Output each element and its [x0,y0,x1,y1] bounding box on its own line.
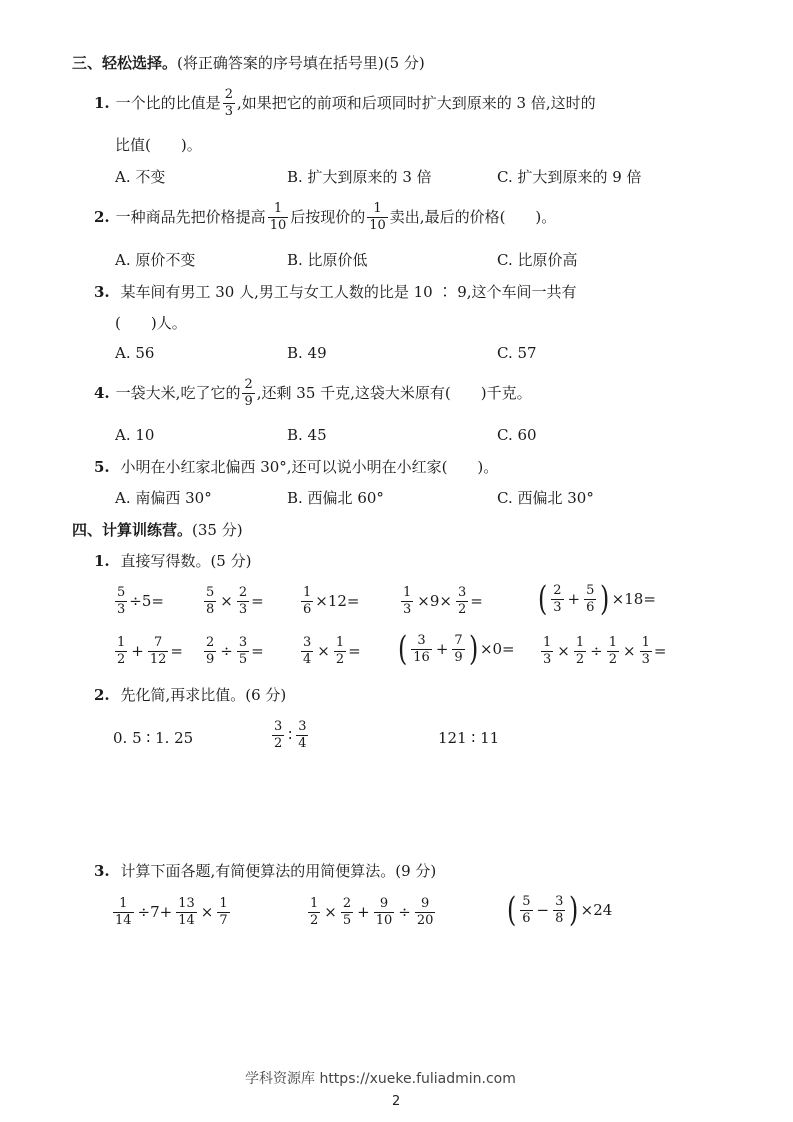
question-1-text-post: ,如果把它的前项和后项同时扩大到原来的 3 倍,这时的 [236,93,596,112]
calc-expression: ( $\frac{3}{16}$ + $\frac{7}{9}$ ) ×0= [397,629,515,669]
part-1-text: 直接写得数。(5 分) [120,552,252,570]
calc-expression: $\frac{1}{3}$ × $\frac{1}{2}$ ÷ $\frac{1}{2}$ × $\frac{1}{3}$ = [543,635,667,667]
fraction: $\frac{2}{3}$ [224,87,233,119]
part-1-heading [94,554,251,569]
calc-expression: $\frac{1}{6}$ ×12= [303,585,360,617]
question-5-option-b: B. 西偏北 60° [287,489,384,507]
calc-expression: $\frac{1}{3}$ ×9× $\frac{3}{2}$ = [403,585,483,617]
part-2-number: 2. [94,686,110,704]
section3-title: 三、轻松选择。 [72,54,178,72]
section4-title: 四、计算训练营。 [72,521,193,539]
question-1-text-pre: 一个比的比值是 [115,93,221,112]
calc-expression: $\frac{5}{3}$ ÷5= [117,585,164,617]
section3-note: (将正确答案的序号填在括号里)(5 分) [177,54,425,72]
part-2-heading [94,688,286,703]
watermark-text: 学科资源库 https://xueke.fuliadmin.com [245,1071,516,1087]
question-3-option-b: B. 49 [287,344,327,362]
question-1-option-c: C. 扩大到原来的 9 倍 [497,168,642,186]
ratio-expression: $\frac{3}{2}$ ∶ $\frac{3}{4}$ [274,719,307,751]
page-number: 2 [392,1094,401,1109]
question-3-option-c: C. 57 [497,344,537,362]
part-2-text: 先化简,再求比值。(6 分) [120,686,287,704]
calc-expression: ( $\frac{2}{3}$ + $\frac{5}{6}$ ) ×18= [537,579,656,619]
question-1 [94,88,596,118]
question-4-option-c: C. 60 [497,426,537,444]
question-3 [94,285,577,300]
question-1-option-b: B. 扩大到原来的 3 倍 [287,168,432,186]
question-4-option-a: A. 10 [115,426,155,444]
question-5-option-c: C. 西偏北 30° [497,489,594,507]
calc-expression: $\frac{3}{4}$ × $\frac{1}{2}$ = [303,635,361,667]
question-2-text-mid: 后按现价的 [290,207,366,226]
question-4-text-post: ,还剩 35 千克,这袋大米原有( )千克。 [256,383,532,402]
fraction: $\frac{1}{10}$ [269,201,287,233]
question-2-text-post: 卖出,最后的价格( )。 [389,207,557,226]
question-2-option-b: B. 比原价低 [287,251,368,269]
calc-expression: $\frac{5}{8}$ × $\frac{2}{3}$ = [206,585,264,617]
question-3-option-a: A. 56 [115,344,155,362]
ratio-expression: 0. 5 ∶ 1. 25 [113,729,194,747]
question-5-number: 5. [94,458,110,476]
question-2-option-c: C. 比原价高 [497,251,578,269]
calc-expression: $\frac{2}{9}$ ÷ $\frac{3}{5}$ = [206,635,264,667]
question-3-number: 3. [94,283,110,301]
question-1-number: 1. [94,93,110,112]
ratio-expression: 121 ∶ 11 [438,729,500,747]
question-2-option-a: A. 原价不变 [115,251,196,269]
question-5 [94,460,498,475]
part-3-heading [94,864,436,879]
section4-heading [72,523,243,538]
question-3-text: 某车间有男工 30 人,男工与女工人数的比是 10 ∶ 9,这个车间一共有 [120,283,577,301]
question-5-option-a: A. 南偏西 30° [115,489,212,507]
question-2-number: 2. [94,207,110,226]
part-3-number: 3. [94,862,110,880]
calc-expression: ( $\frac{5}{6}$ − $\frac{3}{8}$ ) ×24 [506,890,613,930]
calc-expression: $\frac{1}{14}$ ÷7+ $\frac{13}{14}$ × $\frac{1}{7}$ [115,896,228,928]
part-3-text: 计算下面各题,有简便算法的用简便算法。(9 分) [120,862,437,880]
question-4-number: 4. [94,383,110,402]
fraction: $\frac{1}{10}$ [369,201,386,233]
question-2-text-pre: 一种商品先把价格提高 [115,207,266,226]
calc-expression: $\frac{1}{2}$ × $\frac{2}{5}$ + $\frac{9}{10}$ ÷ $\frac{9}{20}$ [310,896,434,928]
question-4 [94,378,532,408]
question-2 [94,202,556,232]
fraction: $\frac{2}{9}$ [244,377,253,409]
section4-note: (35 分) [192,521,243,539]
section3-heading [72,56,425,71]
question-4-option-b: B. 45 [287,426,327,444]
question-1-line2: 比值( )。 [115,136,202,154]
calc-expression: $\frac{1}{2}$ + $\frac{7}{12}$ = [117,635,183,667]
question-3-line2: ( )人。 [115,314,187,332]
question-1-option-a: A. 不变 [115,168,166,186]
part-1-number: 1. [94,552,110,570]
question-5-text: 小明在小红家北偏西 30°,还可以说小明在小红家( )。 [120,458,499,476]
question-4-text-pre: 一袋大米,吃了它的 [115,383,241,402]
